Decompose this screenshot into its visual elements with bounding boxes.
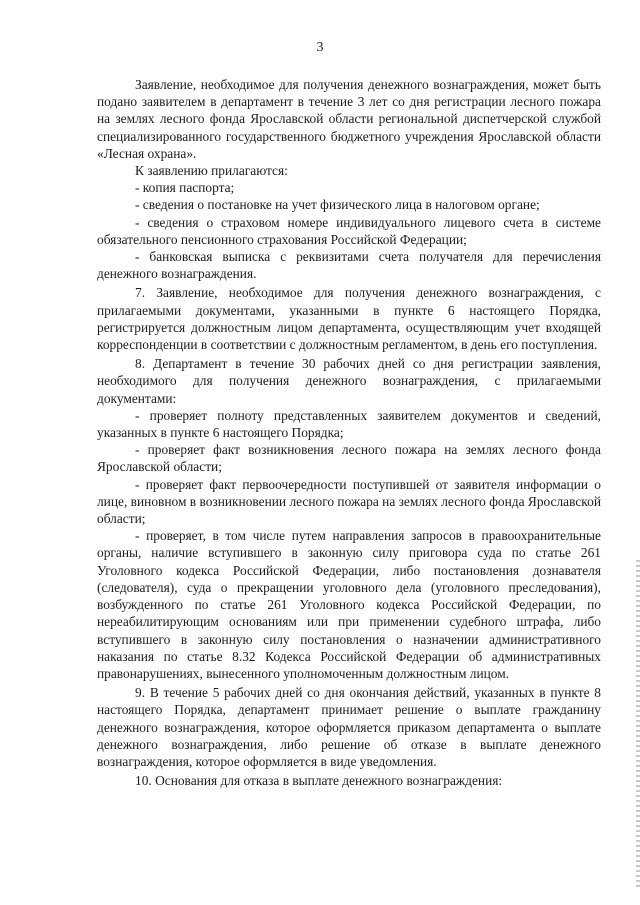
list-item-bank-statement: - банковская выписка с реквизитами счета получателя для перечисления денежного вознаграждения. bbox=[97, 249, 601, 282]
list-item-check-completeness: - проверяет полноту представленных заявителем документов и сведений, указанных в пункте 6 настоящего Порядка; bbox=[97, 407, 601, 441]
list-item-check-court-decision: - проверяет, в том числе путем направления запросов в правоохранительные органы, наличие вступившего в законную силу приговора суда по статье 261 Уголовного кодекса Российской Федерации, либо постановления дознавателя (следователя), суда о прекращении уголовного дела (уголовного преследования), возбужденного по статье 261 Уголовного кодекса Российской Федерации, по нереабилитирующим основаниям или при применении судебного штрафа, либо вступившего в законную силу постановления о назначении административного наказания по статье 8.32 Кодекса Российской Федерации об административных правонарушениях, вынесенного уполномоченным должностным лицом. bbox=[97, 528, 601, 681]
page-number: 3 bbox=[316, 40, 324, 55]
list-item-check-priority: - проверяет факт первоочередности поступившей от заявителя информации о лице, виновном в возникновении лесного пожара на землях лесного фонда Ярославской области; bbox=[97, 476, 601, 527]
paragraph-item-10: 10. Основания для отказа в выплате денежного вознаграждения: bbox=[135, 773, 503, 789]
list-item-check-fire-fact: - проверяет факт возникновения лесного пожара на землях лесного фонда Ярославской области; bbox=[97, 442, 601, 475]
list-item-tax-registration: - сведения о постановке на учет физического лица в налоговом органе; bbox=[135, 197, 540, 213]
scan-edge-artifact bbox=[636, 560, 640, 890]
paragraph-item-8: 8. Департамент в течение 30 рабочих дней со дня регистрации заявления, необходимого для получения денежного вознаграждения, с прилагаемыми документами: bbox=[97, 356, 601, 406]
list-item-pension-insurance-number: - сведения о страховом номере индивидуального лицевого счета в системе обязательного пенсионного страхования Российской Федерации; bbox=[97, 214, 601, 247]
paragraph-item-7: 7. Заявление, необходимое для получения денежного вознаграждения, с прилагаемыми документами, указанными в пункте 6 настоящего Порядка, регистрируется должностным лицом департамента, осуществляющим учет входящей корреспонденции в соответствии с должностным регламентом, в день его поступления. bbox=[97, 285, 601, 353]
paragraph-item-9: 9. В течение 5 рабочих дней со дня окончания действий, указанных в пункте 8 настоящего Порядка, департамент принимает решение о выплате гражданину денежного вознаграждения, которое оформляется приказом департамента о выплате денежного вознаграждения, либо решение об отказе в выплате денежного вознаграждения, которое оформляется в виде уведомления. bbox=[97, 685, 601, 769]
document-body bbox=[97, 76, 601, 789]
list-item-passport-copy: - копия паспорта; bbox=[135, 180, 235, 196]
paragraph-attachments-intro: К заявлению прилагаются: bbox=[135, 163, 288, 179]
paragraph-application-deadline: Заявление, необходимое для получения денежного вознаграждения, может быть подано заявителем в департамент в течение 3 лет со дня регистрации лесного пожара на землях лесного фонда Ярославской области региональной диспетчерской службой специализированного государственного бюджетного учреждения Ярославской области «Лесная охрана». bbox=[97, 77, 601, 161]
